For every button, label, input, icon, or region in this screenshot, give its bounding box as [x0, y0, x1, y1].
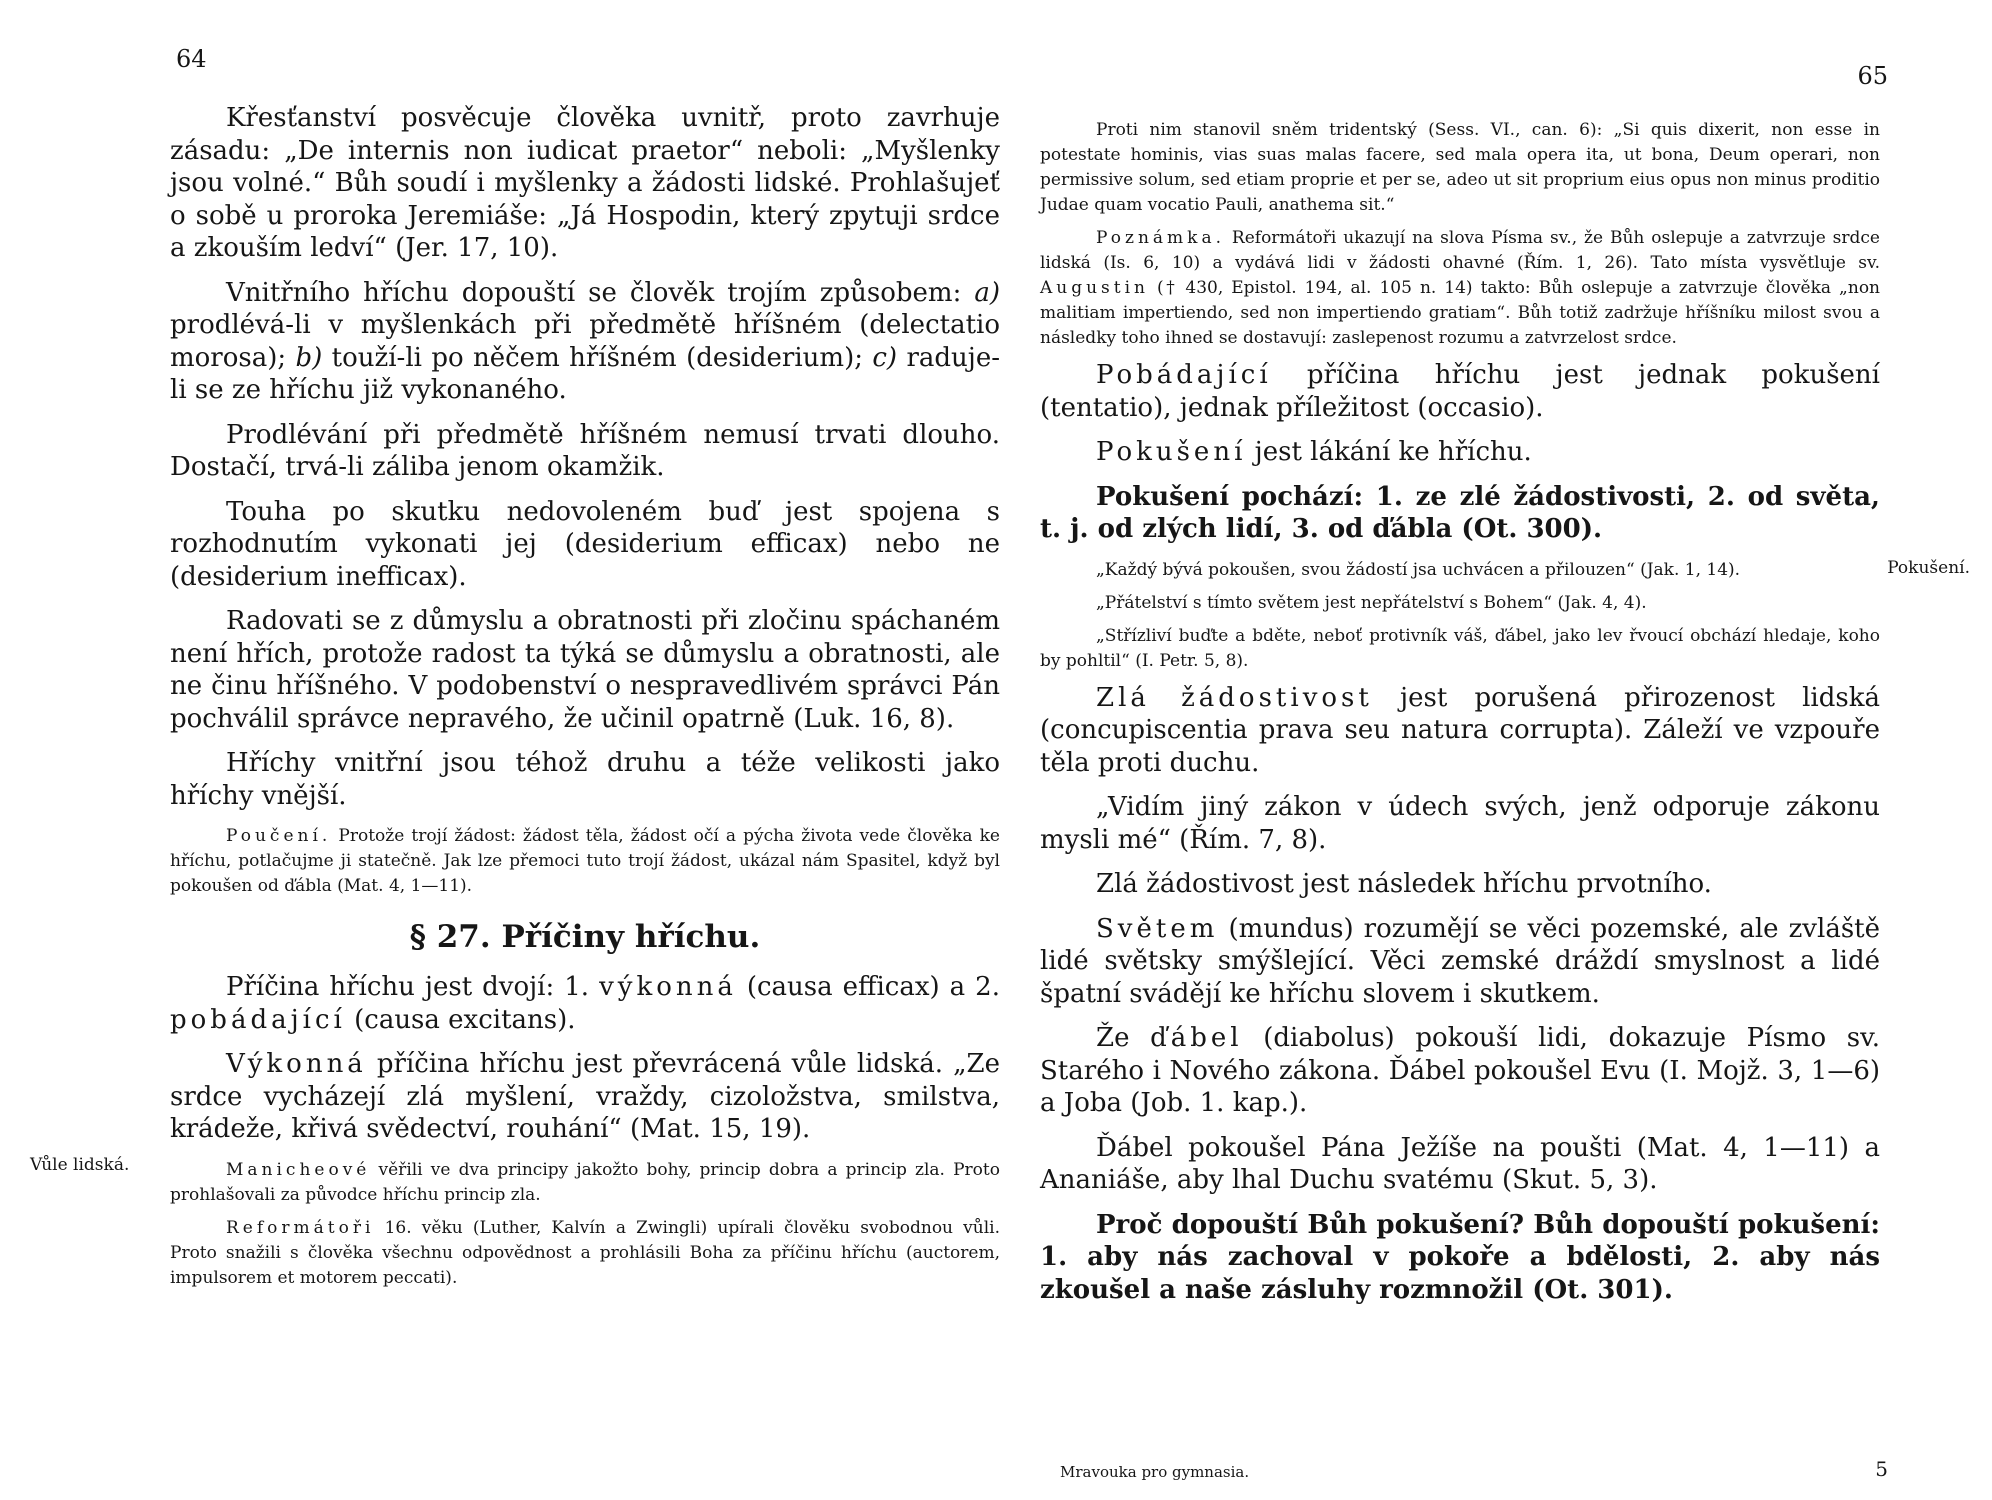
section-heading — [170, 919, 1000, 955]
text-run: „Každý bývá pokoušen, svou žádostí jsa uchvácen a přilouzen“ (Jak. 1, 14). — [1096, 559, 1741, 580]
text-run: touží-li po něčem hříšném (desiderium); — [322, 342, 873, 373]
text-run: a) — [974, 277, 1000, 308]
small-paragraph — [170, 1216, 1000, 1291]
paragraph — [170, 1048, 1000, 1146]
text-run: Reformátoři ukazují na slova Písma sv., že Bůh oslepuje a zatvrzuje srdce lidská (Is. 6, 10) a vydává lidi v žádosti ohavné (Řím. 1, 26). Tato místa vysvětluje sv. — [1040, 228, 1880, 273]
margin-note: Pokušení. — [1887, 558, 1970, 578]
text-run: jest porušená přirozenost lidská (concupiscentia prava seu natura corrupta). Záleží ve vzpouře těla proti duchu. — [1040, 682, 1880, 778]
paragraph — [1040, 682, 1880, 780]
text-run: c) — [872, 342, 898, 373]
text-run: Křesťanství posvěcuje člověka uvnitř, proto zavrhuje zásadu: „De internis non iudicat praetor“ neboli: „Myšlenky jsou volné.“ Bůh soudí i myšlenky a žádosti lidské. Prohlašujeť o sobě u proroka Jeremiáše: „Já Hospodin, který zpytuji srdce a zkouším ledví“ (Jer. 17, 10). — [170, 103, 1000, 263]
paragraph — [170, 747, 1000, 812]
text-run: (causa efficax) a 2. — [736, 972, 1000, 1002]
small-paragraph — [170, 1158, 1000, 1208]
text-run: věřili ve dva principy jakožto bohy, princip dobra a princip zla. Proto prohlašovali za původce hříchu princip zla. — [170, 1159, 1000, 1205]
paragraph — [170, 277, 1000, 407]
page-number: 64 — [176, 45, 207, 73]
margin-note: Vůle lidská. — [30, 1155, 130, 1175]
text-run: Že — [1096, 1023, 1151, 1053]
small-paragraph — [1040, 624, 1880, 674]
small-paragraph — [1040, 118, 1880, 218]
text-run: († 430, Epistol. 194, al. 105 n. 14) takto: Bůh oslepuje a zatvrzuje člověka „non malitiam impertiendo, sed non impertiendo gratiam“. Bůh totiž zadržuje hříšníku milost svou a následky toho ihned se dostavují: zaslepenost rozumu a zatvrzelost srdce. — [1040, 278, 1880, 348]
text-run: příčina hříchu jest jednak pokušení (tentatio), jednak příležitost (occasio). — [1040, 360, 1880, 423]
paragraph — [1040, 791, 1880, 856]
text-run: „Přátelství s tímto světem jest nepřátelství s Bohem“ (Jak. 4, 4). — [1096, 592, 1647, 613]
footer-title: Mravouka pro gymnasia. — [1060, 1463, 1250, 1481]
text-run: Protože trojí žádost: žádost těla, žádost očí a pýcha života vede člověka ke hříchu, potlačujme ji statečně. Jak lze přemoci tuto trojí žádost, ukázal nám Spasitel, když byl pokoušen od ďábla (Mat. 4, 1—11). — [170, 826, 1000, 896]
text-run: Proč dopouští Bůh pokušení? Bůh dopouští pokušení: 1. aby nás zachoval v pokoře a bdělosti, 2. aby nás zkoušel a naše zásluhy rozmnožil (Ot. 301). — [1040, 1209, 1880, 1305]
text-run: Proti nim stanovil sněm tridentský (Sess. VI., can. 6): „Si quis dixerit, non esse in potestate hominis, vias suas malas facere, sed mala opera ita, ut bona, Deum operari, non permissive solum, sed etiam proprie et per se, adeo ut sit proprium eius opus non minus proditio Judae quam vocatio Pauli, anathema sit.“ — [1040, 120, 1880, 215]
text-run: (diabolus) pokouší lidi, dokazuje Písmo sv. Starého i Nového zákona. Ďábel pokoušel Evu (I. Mojž. 3, 1—6) a Joba (Job. 1. kap.). — [1040, 1023, 1880, 1118]
spaced-term: Manicheové — [226, 1159, 371, 1180]
spaced-term: Pokušení — [1096, 437, 1247, 467]
spaced-term: Pobádající — [1096, 360, 1272, 390]
page-footer — [1060, 1457, 1888, 1481]
small-paragraph — [170, 824, 1000, 899]
text-run: „Střízliví buďte a bděte, neboť protivník váš, ďábel, jako lev řvoucí obchází hledaje, koho by pohltil“ (I. Petr. 5, 8). — [1040, 625, 1880, 671]
paragraph — [1040, 436, 1880, 469]
text-run: Hříchy vnitřní jsou téhož druhu a téže velikosti jako hříchy vnější. — [170, 748, 1000, 811]
text-run: příčina hříchu jest převrácená vůle lidská. „Ze srdce vycházejí zlá myšlení, vraždy, cizoložstva, smilstva, krádeže, křivá svědectví, rouhání“ (Mat. 15, 19). — [170, 1049, 1000, 1144]
spaced-term: Zlá žádostivost — [1096, 682, 1373, 713]
text-run: raduje-li se ze hříchu již vykonaného. — [170, 342, 1000, 405]
page-number: 65 — [1857, 62, 1888, 90]
spaced-term: Výkonná — [226, 1049, 367, 1079]
spaced-term: výkonná — [599, 972, 737, 1002]
text-run: Pokušení pochází: 1. ze zlé žádostivosti, 2. od světa, t. j. od zlých lidí, 3. od ďábla (Ot. 300). — [1040, 481, 1880, 544]
small-paragraph — [1040, 558, 1880, 583]
text-run: prodlévá-li v myšlenkách při předmětě hříšném (delectatio morosa); — [170, 310, 1000, 373]
text-run: (mundus) rozumějí se věci pozemské, ale zvláště lidé světsky smýšlející. Věci zemské dráždí smyslnost a lidé špatní svádějí ke hříchu slovem i skutkem. — [1040, 913, 1880, 1009]
text-run: (causa excitans). — [345, 1004, 576, 1035]
spaced-term: ďábel — [1150, 1023, 1243, 1053]
paragraph — [1040, 359, 1880, 424]
text-run: § 27. Příčiny hříchu. — [409, 919, 761, 955]
text-run: Zlá žádostivost jest následek hříchu prvotního. — [1096, 869, 1712, 899]
text-run: Radovati se z důmyslu a obratnosti při zločinu spáchaném není hřích, protože radost ta týká se důmyslu a obratnosti, ale ne činu hříšného. V podobenství o nespravedlivém správci Pán pochválil správce nepravého, že učinil opatrně (Luk. 16, 8). — [170, 606, 1000, 734]
spaced-term: Augustin — [1040, 278, 1149, 298]
paragraph — [170, 971, 1000, 1036]
paragraph — [1040, 1022, 1880, 1120]
small-paragraph — [1040, 226, 1880, 351]
paragraph — [1040, 868, 1880, 901]
text-run: Touha po skutku nedovoleném buď jest spojena s rozhodnutím vykonati jej (desiderium efficax) nebo ne (desiderium inefficax). — [170, 496, 1000, 592]
text-run: „Vidím jiný zákon v údech svých, jenž odporuje zákonu mysli mé“ (Řím. 7, 8). — [1040, 792, 1880, 855]
paragraph — [170, 419, 1000, 484]
signature-mark: 5 — [1875, 1457, 1888, 1481]
paragraph — [170, 496, 1000, 594]
paragraph — [1040, 1132, 1880, 1197]
text-run: Vnitřního hříchu dopouští se člověk trojím způsobem: — [226, 277, 975, 308]
text-run: Prodlévání při předmětě hříšném nemusí trvati dlouho. Dostačí, trvá-li záliba jenom okamžik. — [170, 419, 1000, 482]
spaced-term: Poučení. — [226, 826, 332, 846]
paragraph — [170, 605, 1000, 735]
text-run: Ďábel pokoušel Pána Ježíše na poušti (Mat. 4, 1—11) a Ananiáše, aby lhal Duchu svatému (Skut. 5, 3). — [1040, 1132, 1880, 1195]
page-body — [1040, 118, 1880, 1318]
paragraph — [170, 102, 1000, 265]
spaced-term: Reformátoři — [226, 1217, 375, 1238]
paragraph — [1040, 1209, 1880, 1307]
text-run: jest lákání ke hříchu. — [1246, 437, 1532, 467]
text-run: 16. věku (Luther, Kalvín a Zwingli) upírali člověku svobodnou vůli. Proto snažili s člověka všechnu odpovědnost a prohlásili Boha za příčinu hříchu (auctorem, impulsorem et motorem peccati). — [170, 1217, 1000, 1288]
spaced-term: pobádající — [170, 1004, 346, 1035]
paragraph — [1040, 481, 1880, 546]
spaced-term: Poznámka. — [1096, 228, 1225, 248]
paragraph — [1040, 913, 1880, 1011]
spaced-term: Světem — [1096, 913, 1219, 944]
small-paragraph — [1040, 591, 1880, 616]
text-run: Příčina hříchu jest dvojí: 1. — [226, 972, 600, 1002]
page-body — [170, 102, 1000, 1299]
text-run: b) — [295, 342, 323, 373]
